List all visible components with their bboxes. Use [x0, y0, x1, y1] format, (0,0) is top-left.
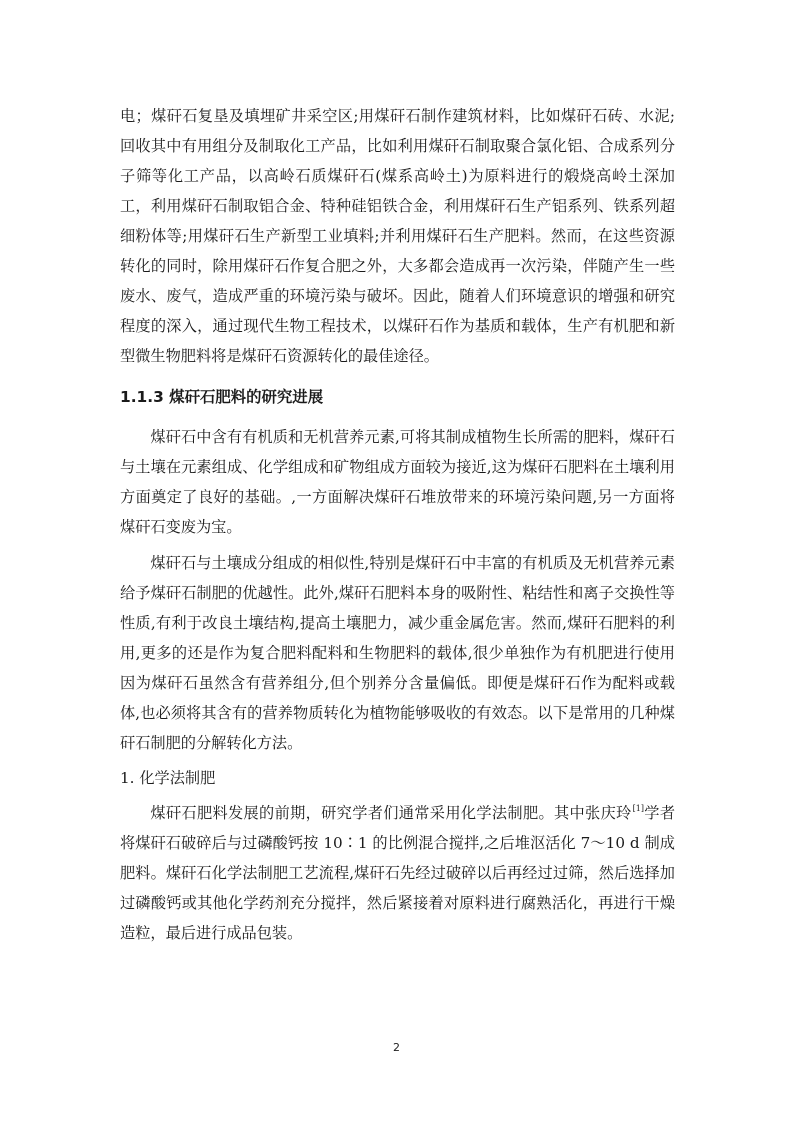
- subsection-heading: 1. 化学法制肥: [120, 769, 216, 787]
- paragraph-chemical-method-part-2: 学者将煤矸石破碎后与过磷酸钙按 10∶1 的比例混合搅拌,之后堆沤活化 7～10 d 制成肥料。煤矸石化学法制肥工艺流程,煤矸石先经过破碎以后再经过过筛，然后选择加过磷酸钙或其他化学药剂充分搅拌，然后紧接着对原料进行腐熟活化，再进行干燥造粒，最后进行成品包装。: [120, 804, 676, 942]
- paragraph-similarity-and-conversion: 煤矸石与土壤成分组成的相似性,特别是煤矸石中丰富的有机质及无机营养元素给予煤矸石制肥的优越性。此外,煤矸石肥料本身的吸附性、粘结性和离子交换性等性质,有利于改良土壤结构,提高土壤肥力，减少重金属危害。然而,煤矸石肥料的利用,更多的还是作为复合肥料配料和生物肥料的载体,很少单独作为有机肥进行使用因为煤矸石虽然含有营养组分,但个别养分含量偏低。即便是煤矸石作为配料或载体,也必须将其含有的营养物质转化为植物能够吸收的有效态。以下是常用的几种煤矸石制肥的分解转化方法。: [120, 554, 675, 752]
- continued-paragraph: 电；煤矸石复垦及填埋矿井采空区;用煤矸石制作建筑材料，比如煤矸石砖、水泥;回收其中有用组分及制取化工产品，比如利用煤矸石制取聚合氯化铝、合成系列分子筛等化工产品，以高岭石质煤矸石(煤系高岭土)为原料进行的煅烧高岭土深加工，利用煤矸石制取铝合金、特种硅铝铁合金，利用煤矸石生产铝系列、铁系列超细粉体等;用煤矸石生产新型工业填料;并利用煤矸石生产肥料。然而，在这些资源转化的同时，除用煤矸石作复合肥之外，大多都会造成再一次污染，伴随产生一些废水、废气，造成严重的环境污染与破坏。因此，随着人们环境意识的增强和研究程度的深入，通过现代生物工程技术，以煤矸石作为基质和载体，生产有机肥和新型微生物肥料将是煤矸石资源转化的最佳途径。: [120, 107, 675, 365]
- paragraph-chemical-method-part-1: 煤矸石肥料发展的前期，研究学者们通常采用化学法制肥。其中张庆玲: [150, 804, 632, 822]
- paragraph-chemical-method: [120, 798, 675, 948]
- section-heading: 1.1.3 煤矸石肥料的研究进展: [120, 388, 324, 406]
- page-content: [120, 101, 675, 948]
- paragraph-coal-gangue-fertilizer-basis: 煤矸石中含有有机质和无机营养元素,可将其制成植物生长所需的肥料，煤矸石与土壤在元素组成、化学组成和矿物组成方面较为接近,这为煤矸石肥料在土壤利用方面奠定了良好的基础。,一方面解决煤矸石堆放带来的环境污染问题,另一方面将煤矸石变废为宝。: [120, 428, 675, 536]
- page-number: 2: [393, 1041, 400, 1054]
- citation-reference[interactable]: [1]: [632, 804, 644, 813]
- spacer: [120, 371, 675, 377]
